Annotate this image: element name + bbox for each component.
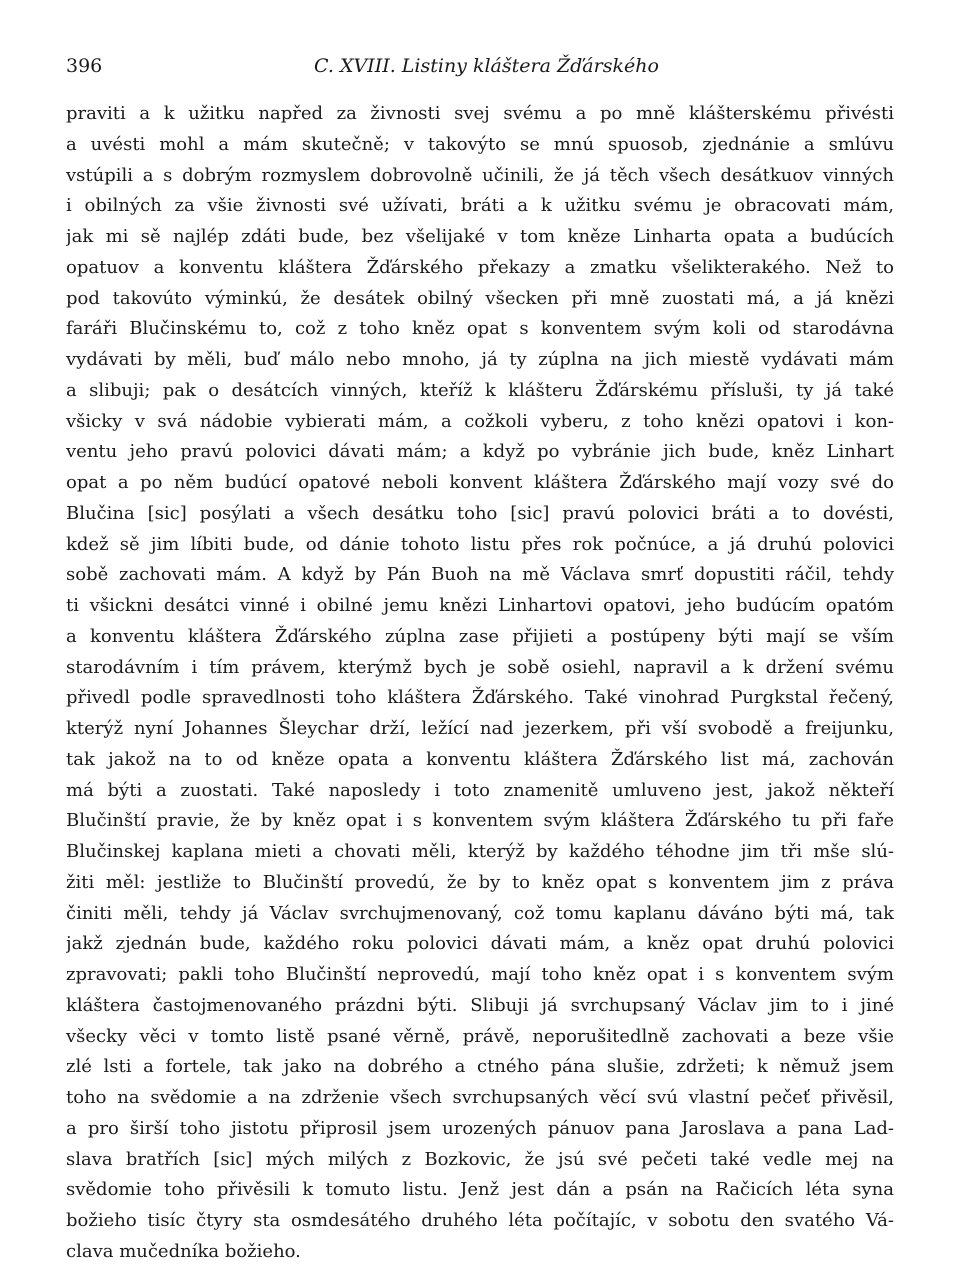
page-header [66, 52, 894, 82]
text-line: Blučina [sic] posýlati a všech desátku toho [sic] pravú polovici bráti a to dovésti, [66, 502, 894, 524]
text-line: všicky v svá nádobie vybierati mám, a cožkoli vyberu, z toho knězi opatovi i kon- [66, 410, 894, 432]
text-line: a pro širší toho jistotu připrosil jsem urozených pánuov pana Jaroslava a pana Lad- [66, 1117, 894, 1139]
page-number: 396 [66, 55, 103, 77]
text-line: činiti měli, tehdy já Václav svrchujmenovaný, což tomu kaplanu dáváno býti má, tak [66, 902, 894, 924]
text-line: starodávním i tím právem, kterýmž bych je sobě osiehl, napravil a k držení svému [66, 656, 894, 678]
text-line: vydávati by měli, buď málo nebo mnoho, já ty zúplna na jich miestě vydávati mám [66, 349, 894, 370]
text-line: opat a po něm budúcí opatové neboli konvent kláštera Žďárského mají vozy své do [66, 472, 894, 493]
text-line: slava bratřích [sic] mých milých z Bozkovic, že jsú své pečeti také vedle mej na [66, 1148, 894, 1170]
text-line: praviti a k užitku napřed za živnosti svej svému a po mně klášterskému přivésti [66, 103, 894, 124]
text-line: kterýž nyní Johannes Šleychar drží, ležící nad jezerkem, při vší svobodě a freijunku, [66, 718, 894, 739]
text-line: a slibuji; pak o desátcích vinných, kteříž k klášteru Žďárskému přísluši, ty já také [66, 379, 894, 401]
text-line: přivedl podle spravedlnosti toho kláštera Žďárského. Také vinohrad Purgkstal řečený, [66, 687, 894, 709]
text-line: svědomie toho přivěsili k tomuto listu. Jenž jest dán a psán na Račicích léta syna [66, 1179, 894, 1201]
body-text [66, 99, 894, 1268]
text-line: zpravovati; pakli toho Blučinští neprovedú, mají toho kněz opat i s konventem svým [66, 964, 894, 985]
text-line: žiti měl: jestliže to Blučinští provedú, že by to kněz opat s konventem jim z práva [66, 871, 894, 893]
text-line: tak jakož na to od kněze opata a konventu kláštera Žďárského list má, zachován [66, 748, 894, 770]
text-line: a konventu kláštera Žďárského zúplna zase přijieti a postúpeny býti mají se vším [66, 625, 894, 647]
text-line: opatuov a konventu kláštera Žďárského překazy a zmatku všelikterakého. Než to [66, 256, 894, 278]
text-line: božieho tisíc čtyry sta osmdesátého druhého léta počítajíc, v sobotu den svatého Vá- [66, 1210, 894, 1231]
text-line: i obilných za všie živnosti své užívati, bráti a k užitku svému je obracovati mám, [66, 195, 894, 217]
text-line: Blučinskej kaplana mieti a chovati měli, kterýž by každého téhodne jim tři mše slú- [66, 841, 894, 862]
text-line: faráři Blučinskému to, což z toho kněz opat s konventem svým koli od starodávna [66, 318, 894, 340]
text-line: ti všickni desátci vinné i obilné jemu knězi Linhartovi opatovi, jeho budúcím opatóm [66, 595, 894, 616]
text-line: Blučinští pravie, že by kněz opat i s konventem svým kláštera Žďárského tu při faře [66, 810, 894, 832]
text-line: má býti a zuostati. Také naposledy i toto znamenitě umluveno jest, jakož někteří [66, 779, 894, 801]
text-line: jak mi sě najlép zdáti bude, bez všelijaké v tom kněze Linharta opata a budúcích [66, 226, 894, 247]
text-line: a uvésti mohl a mám skutečně; v takovýto se mnú spuosob, zjednánie a smlúvu [66, 133, 894, 155]
text-line: sobě zachovati mám. A když by Pán Buoh na mě Václava smrť dopustiti ráčil, tehdy [66, 564, 894, 586]
text-line: všecky věci v tomto listě psané věrně, právě, neporušitedlně zachovati a beze všie [66, 1025, 894, 1047]
text-line: vstúpili a s dobrým rozmyslem dobrovolně učinili, že já těch všech desátkuov vinných [66, 164, 894, 186]
text-line: kdež sě jim líbiti bude, od dánie tohoto listu přes rok počnúce, a já druhú polovici [66, 533, 894, 555]
text-line: kláštera častojmenovaného prázdni býti. Slibuji já svrchupsaný Václav jim to i jiné [66, 994, 894, 1016]
running-title: C. XVIII. Listiny kláštera Žďárského [314, 55, 659, 77]
text-line: pod takovúto výminkú, že desátek obilný všecken při mně zuostati má, a já knězi [66, 287, 894, 309]
text-line: jakž zjednán bude, každého roku polovici dávati mám, a kněz opat druhú polovici [66, 933, 894, 955]
text-line: ventu jeho pravú polovici dávati mám; a když po vybránie jich bude, kněz Linhart [66, 441, 894, 463]
text-line: clava mučedníka božieho. [66, 1240, 301, 1262]
text-line: zlé lsti a fortele, tak jako na dobrého a ctného pána slušie, zdržeti; k němuž jsem [66, 1056, 894, 1078]
text-line: toho na svědomie a na zdrženie všech svrchupsaných věcí svú vlastní pečeť přivěsil, [66, 1087, 894, 1108]
